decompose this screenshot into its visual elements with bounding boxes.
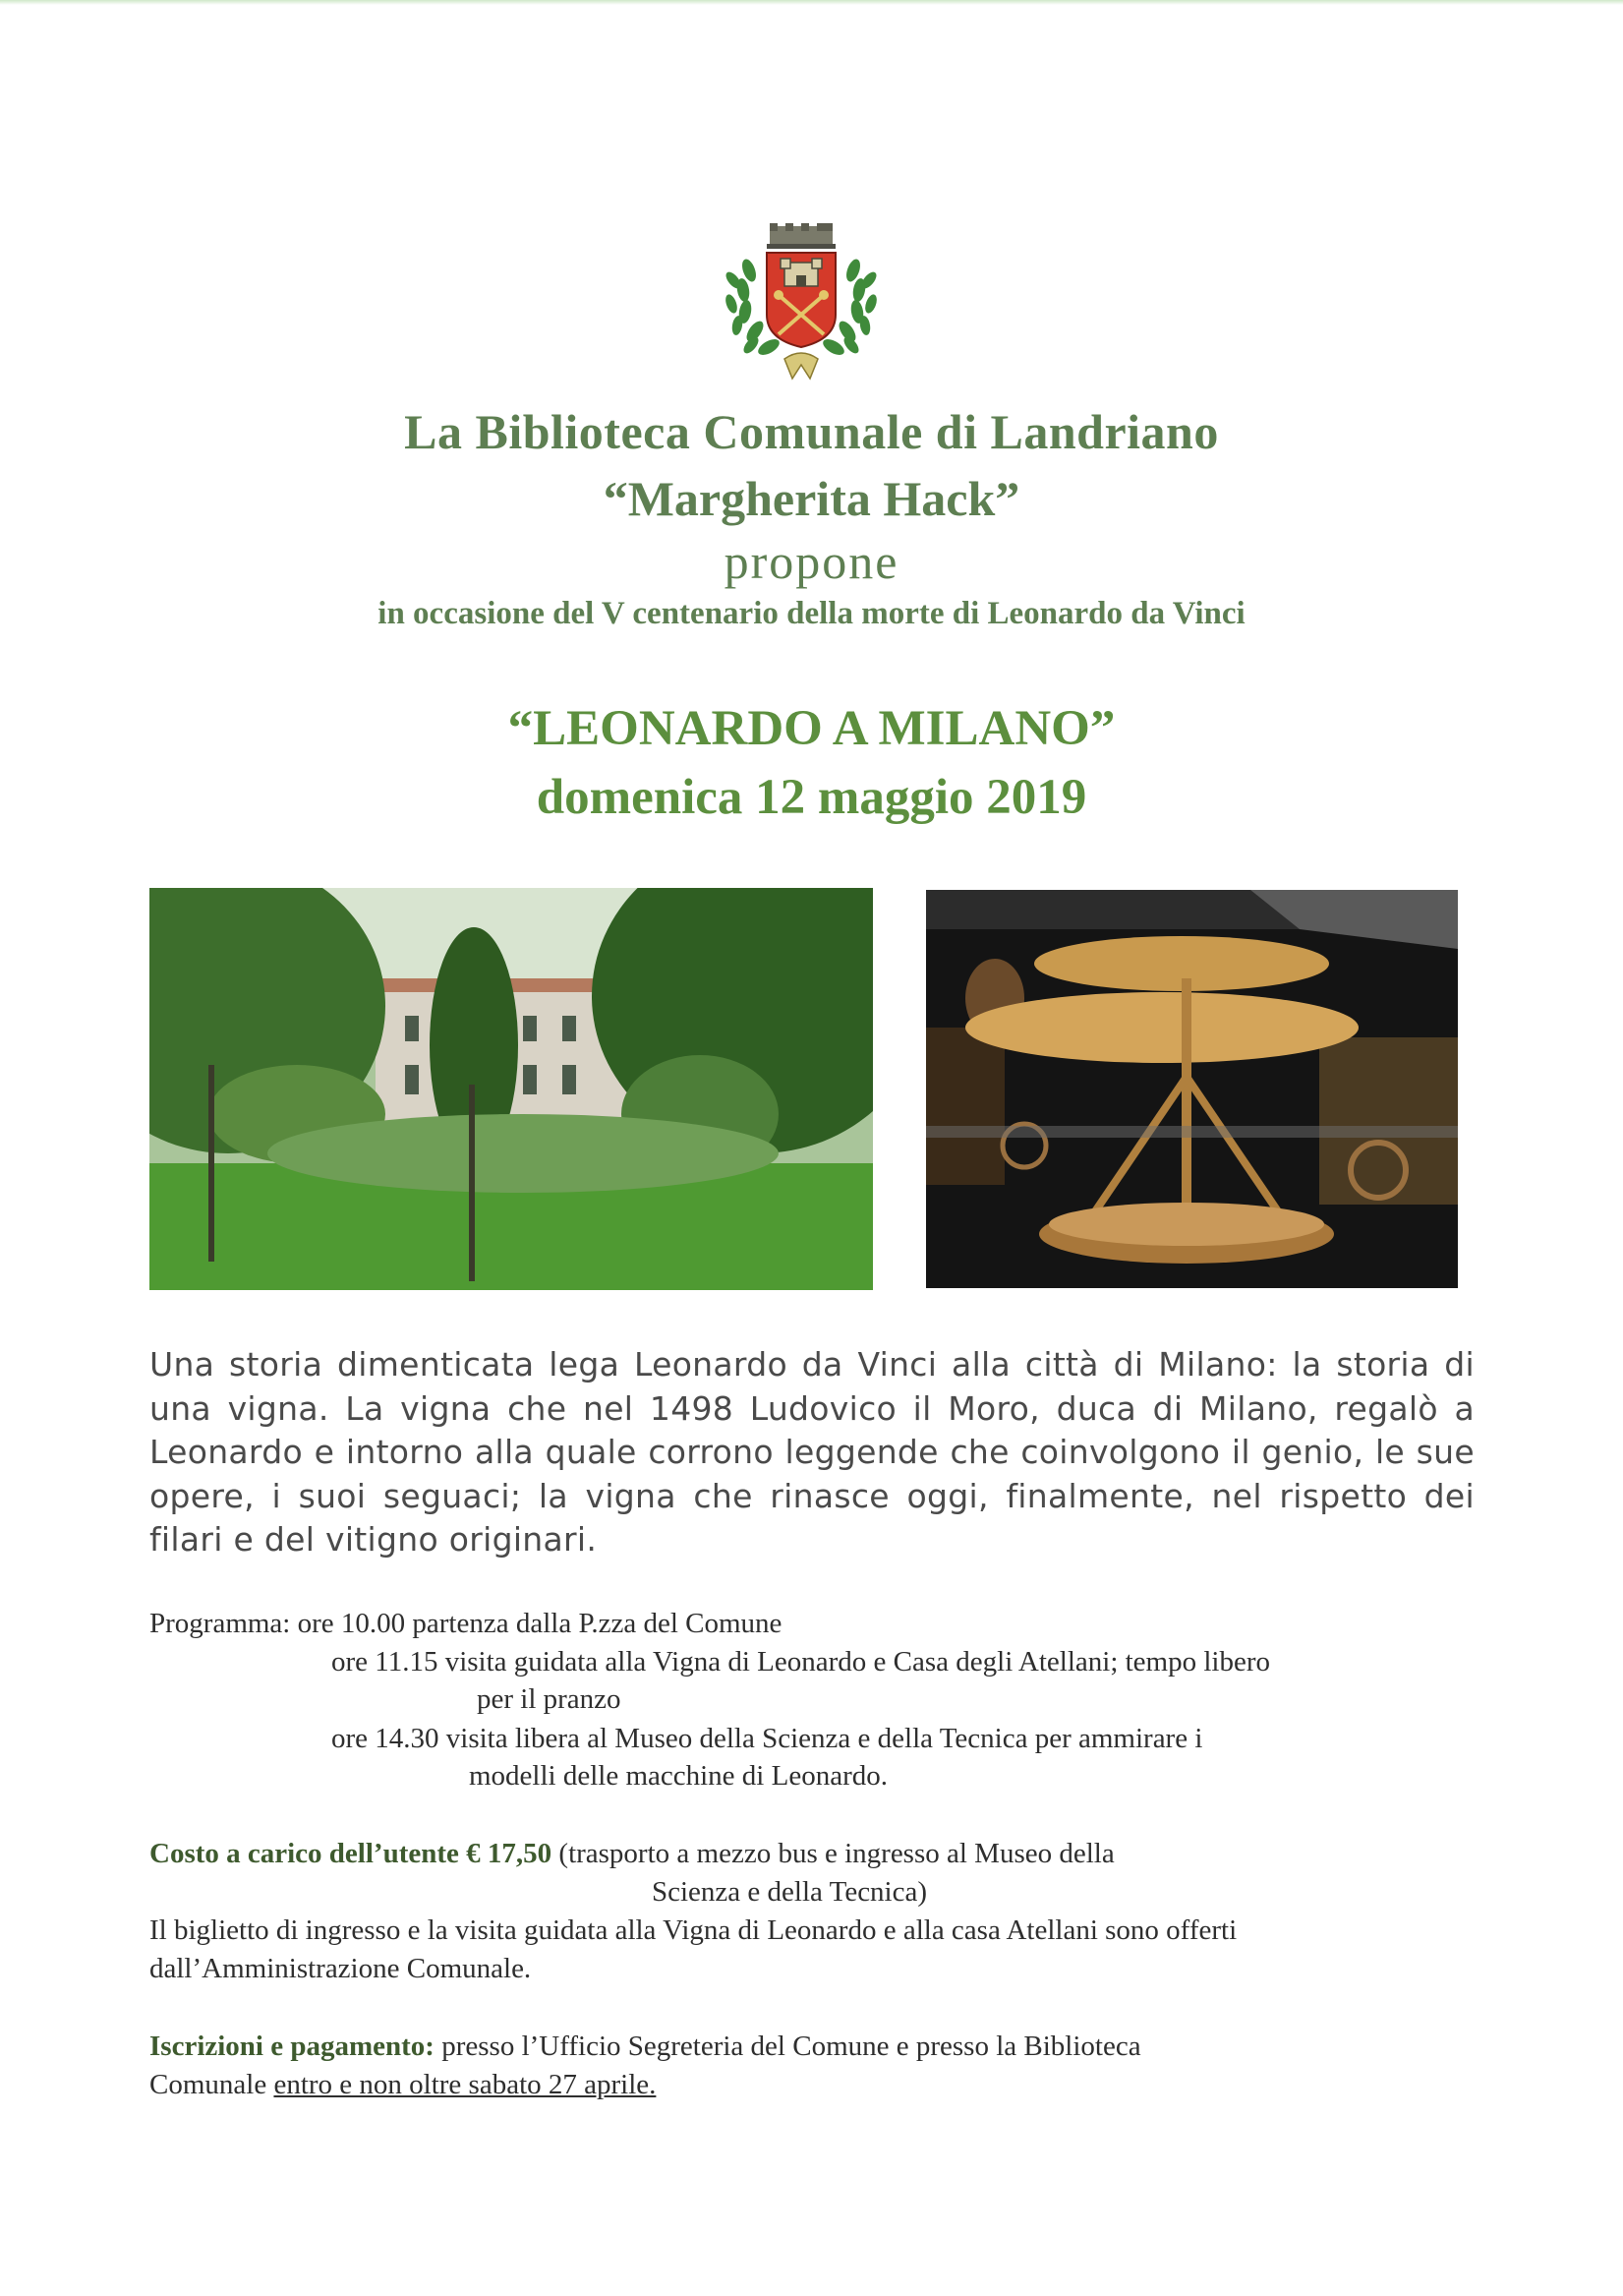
registration-text: presso l’Ufficio Segreteria del Comune e presso la Biblioteca	[434, 2031, 1141, 2062]
offer-line-2: dall’Amministrazione Comunale.	[149, 1953, 532, 1984]
event-date: domenica 12 maggio 2019	[536, 770, 1087, 825]
program-line-3-continued: modelli delle macchine di Leonardo.	[469, 1760, 888, 1792]
scan-top-edge	[0, 0, 1623, 5]
program-line-2: ore 11.15 visita guidata alla Vigna di Leonardo e Casa degli Atellani; tempo libero	[331, 1646, 1271, 1678]
registration-line-1	[149, 2028, 1141, 2065]
registration-deadline: entro e non oltre sabato 27 aprile.	[273, 2069, 657, 2100]
offer-line-1: Il biglietto di ingresso e la visita guidata alla Vigna di Leonardo e alla casa Atellani sono offerti	[149, 1914, 1238, 1946]
cost-detail-continued: Scienza e della Tecnica)	[652, 1876, 928, 1908]
occasion-text: in occasione del V centenario della morte di Leonardo da Vinci	[377, 596, 1246, 631]
program-line-2-continued: per il pranzo	[477, 1683, 621, 1715]
event-title: “LEONARDO A MILANO”	[507, 701, 1116, 756]
registration-label: Iscrizioni e pagamento:	[149, 2031, 435, 2062]
museum-photo	[926, 890, 1458, 1288]
registration-line-2	[149, 2066, 656, 2103]
library-title: La Biblioteca Comunale di Landriano	[404, 404, 1219, 459]
program-line-1: Programma: ore 10.00 partenza dalla P.zza del Comune	[149, 1608, 783, 1639]
program-line-3: ore 14.30 visita libera al Museo della Scienza e della Tecnica per ammirare i	[331, 1723, 1203, 1754]
cost-detail: (trasporto a mezzo bus e ingresso al Museo della	[551, 1838, 1115, 1869]
municipal-crest-logo	[708, 221, 895, 393]
garden-photo	[149, 888, 873, 1290]
registration-comunale: Comunale	[149, 2069, 274, 2100]
cost-label: Costo a carico dell’utente € 17,50	[149, 1838, 552, 1869]
library-dedication: “Margherita Hack”	[603, 471, 1020, 526]
cost-line	[149, 1835, 1115, 1872]
event-description: Una storia dimenticata lega Leonardo da Vinci alla città di Milano: la storia di una vigna. La vigna che nel 1498 Ludovico il Moro, duca di Milano, regalò a Leonardo e intorno alla quale corrono leggende che coinvolgono il genio, le sue opere, i suoi seguaci; la vigna che rinasce oggi, finalmente, nel rispetto dei filari e del vitigno originari.	[149, 1345, 1475, 1559]
propone-text: propone	[724, 534, 899, 589]
